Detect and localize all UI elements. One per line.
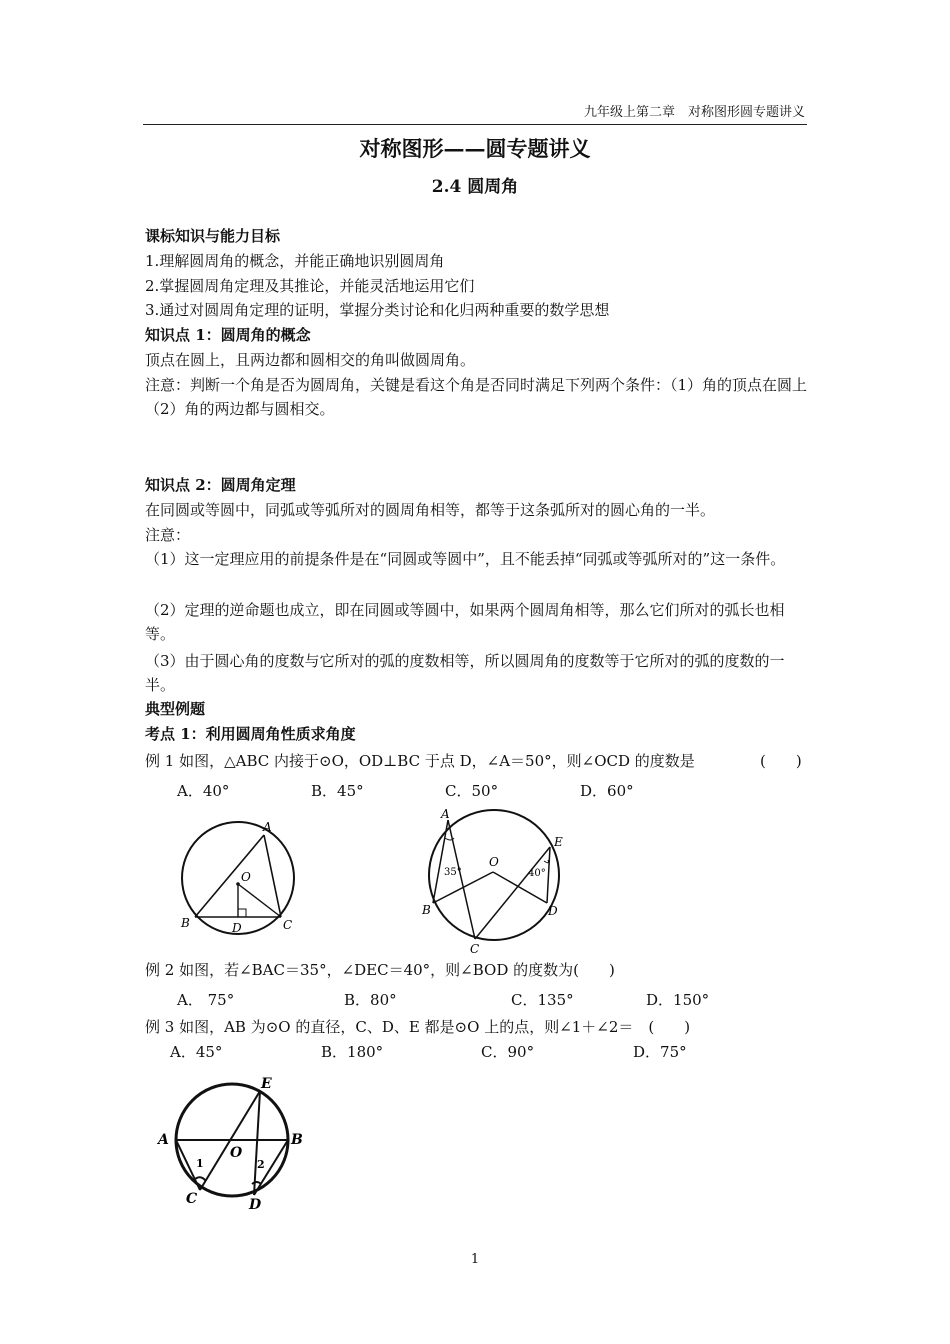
ex3-question: 例 3 如图，AB 为⊙O 的直径，C、D、E 都是⊙O 上的点，则∠1＋∠2＝ ( )	[145, 1018, 691, 1036]
ex3-option-c: C．90°	[481, 1043, 535, 1061]
fig3-angle-arc-2	[252, 1182, 261, 1184]
fig1-label-o: O	[241, 870, 251, 884]
page-title: 对称图形——圆专题讲义	[359, 136, 591, 161]
section-title: 2.4 圆周角	[431, 177, 519, 197]
fig2-angle-a-value: 35°	[444, 867, 462, 878]
ex2-option-d: D．150°	[646, 991, 710, 1009]
fig2-segment-ed	[547, 847, 550, 903]
ex3-option-b: B．180°	[321, 1043, 384, 1061]
kp2-note-label: 注意：	[145, 526, 191, 544]
goal-item-1: 1.理解圆周角的概念，并能正确地识别圆周角	[145, 252, 445, 270]
fig1-side-ac	[264, 835, 281, 917]
kp2-note-3: （3）由于圆心角的度数与它所对的弧的度数相等，所以圆周角的度数等于它所对的弧的度数的一半。	[145, 652, 785, 694]
ex2-option-a: A． 75°	[177, 991, 235, 1009]
fig3-label-d: D	[249, 1197, 262, 1213]
fig2-angle-arc-e	[544, 860, 549, 863]
page-number: 1	[470, 1252, 480, 1267]
ex1-option-a: A．40°	[177, 782, 230, 800]
fig2-label-b: B	[422, 903, 431, 917]
fig3-angle-1-label: 1	[196, 1157, 204, 1170]
goals-heading: 课标知识与能力目标	[145, 227, 281, 245]
topic1-heading: 考点 1：利用圆周角性质求角度	[145, 725, 356, 743]
fig2-segment-ab	[433, 820, 448, 903]
ex1-blank: ( )	[760, 752, 802, 770]
figure-ex1	[170, 815, 310, 940]
figure-ex2	[414, 805, 574, 955]
kp2-note-2: （2）定理的逆命题也成立，即在同圆或等圆中，如果两个圆周角相等，那么它们所对的弧长也相等。	[145, 601, 785, 643]
fig3-label-a: A	[158, 1132, 169, 1148]
fig1-label-b: B	[181, 916, 190, 930]
fig1-label-a: A	[263, 820, 272, 834]
goal-item-2: 2.掌握圆周角定理及其推论，并能灵活地运用它们	[145, 277, 475, 295]
ex1-option-d: D．60°	[580, 782, 634, 800]
figure-ex3	[150, 1070, 310, 1215]
ex2-option-b: B．80°	[344, 991, 397, 1009]
fig3-label-c: C	[186, 1191, 198, 1207]
fig2-label-a: A	[441, 807, 450, 821]
fig1-label-d: D	[232, 921, 242, 935]
fig2-segment-ac	[448, 820, 475, 939]
ex3-option-a: A．45°	[170, 1043, 223, 1061]
ex1-question: 例 1 如图，△ABC 内接于⊙O，OD⊥BC 于点 D，∠A＝50°，则∠OCD 的度数是	[145, 752, 695, 770]
fig2-label-e: E	[554, 835, 563, 849]
fig2-segment-ec	[475, 847, 550, 939]
fig2-label-c: C	[470, 942, 480, 955]
kp2-heading: 知识点 2：圆周角定理	[145, 476, 296, 494]
fig2-segment-ob	[433, 872, 493, 903]
kp1-definition: 顶点在圆上，且两边都和圆相交的角叫做圆周角。	[145, 351, 476, 369]
ex1-option-b: B．45°	[311, 782, 364, 800]
ex2-option-c: C．135°	[511, 991, 574, 1009]
fig3-label-b: B	[291, 1132, 303, 1148]
fig1-side-ab	[195, 835, 264, 917]
fig1-right-angle	[238, 909, 246, 917]
kp2-theorem: 在同圆或等圆中，同弧或等弧所对的圆周角相等，都等于这条弧所对的圆心角的一半。	[145, 501, 716, 519]
fig3-angle-2-label: 2	[257, 1158, 265, 1171]
kp1-note: 注意：判断一个角是否为圆周角，关键是看这个角是否同时满足下列两个条件：（1）角的顶点在圆上（2）角的两边都与圆相交。	[145, 376, 808, 418]
fig2-angle-e-value: 40°	[528, 868, 546, 879]
kp1-heading: 知识点 1：圆周角的概念	[145, 326, 311, 344]
kp2-note-1: （1）这一定理应用的前提条件是在“同圆或等圆中”，且不能丢掉“同弧或等弧所对的”这一条件。	[145, 550, 786, 568]
fig3-label-o: O	[230, 1145, 243, 1161]
fig1-center-dot	[236, 882, 240, 886]
ex2-question: 例 2 如图，若∠BAC＝35°，∠DEC＝40°，则∠BOD 的度数为( )	[145, 961, 615, 979]
examples-heading: 典型例题	[145, 700, 206, 718]
fig3-label-e: E	[261, 1076, 272, 1092]
running-header: 九年级上第二章 对称图形圆专题讲义	[583, 105, 805, 120]
fig3-segment-ed	[254, 1091, 260, 1195]
header-rule	[143, 124, 807, 125]
fig1-label-c: C	[283, 918, 293, 932]
goal-item-3: 3.通过对圆周角定理的证明，掌握分类讨论和化归两种重要的数学思想	[145, 301, 610, 319]
ex1-option-c: C．50°	[445, 782, 499, 800]
fig2-label-o: O	[489, 855, 499, 869]
ex3-option-d: D．75°	[633, 1043, 687, 1061]
fig2-label-d: D	[548, 904, 558, 918]
